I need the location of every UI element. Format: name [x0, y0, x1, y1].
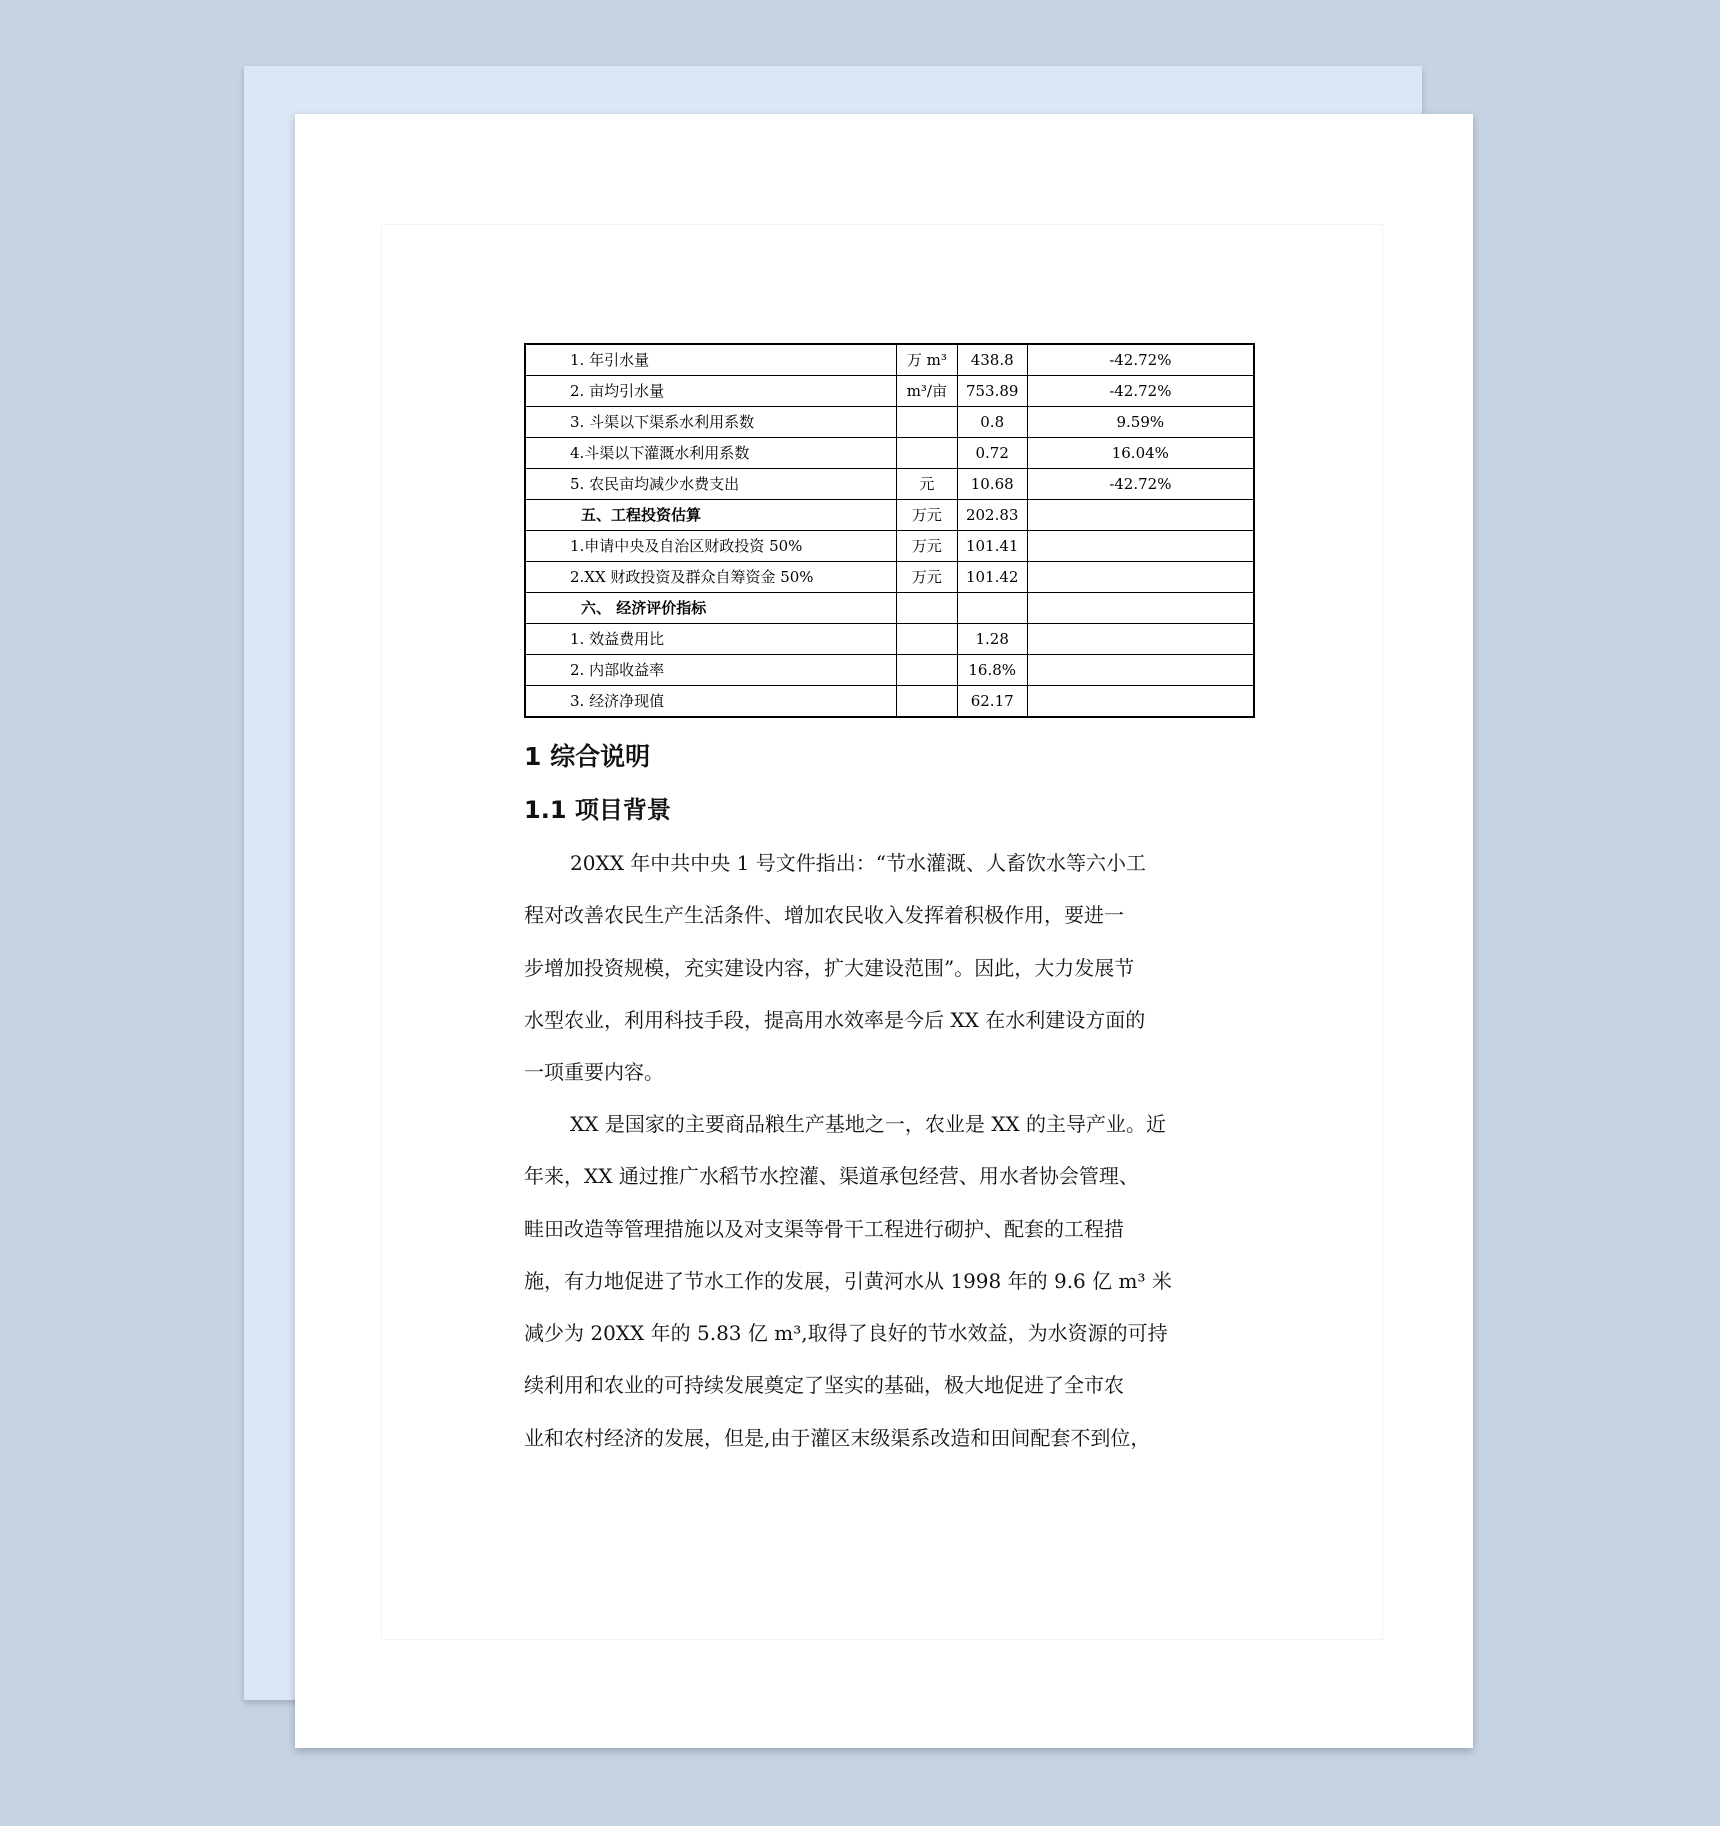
row-change-cell: -42.72% [1027, 469, 1254, 500]
row-value-cell: 1.28 [957, 624, 1027, 655]
row-unit-cell [896, 438, 957, 469]
row-item-cell: 2. 内部收益率 [525, 655, 896, 686]
row-unit-cell [896, 407, 957, 438]
row-unit-cell [896, 686, 957, 718]
row-unit-cell [896, 593, 957, 624]
row-item-cell: 2.XX 财政投资及群众自筹资金 50% [525, 562, 896, 593]
document-page [295, 114, 1473, 1748]
row-unit-cell [896, 655, 957, 686]
paragraph-line: XX 是国家的主要商品粮生产基地之一，农业是 XX 的主导产业。近 [570, 1112, 1167, 1136]
row-value-cell: 101.41 [957, 531, 1027, 562]
row-value-cell: 10.68 [957, 469, 1027, 500]
row-value-cell: 438.8 [957, 344, 1027, 376]
row-item-cell: 五、工程投资估算 [525, 500, 896, 531]
table-row [525, 655, 1254, 686]
table-row [525, 438, 1254, 469]
row-change-cell: 9.59% [1027, 407, 1254, 438]
row-change-cell: -42.72% [1027, 344, 1254, 376]
row-item-cell: 1. 效益费用比 [525, 624, 896, 655]
row-item-cell: 2. 亩均引水量 [525, 376, 896, 407]
row-change-cell [1027, 686, 1254, 718]
paragraph-line: 施，有力地促进了节水工作的发展，引黄河水从 1998 年的 9.6 亿 m³ 米 [524, 1268, 1172, 1293]
table-row [525, 593, 1254, 624]
paragraph-line: 步增加投资规模，充实建设内容，扩大建设范围”。因此，大力发展节 [524, 955, 1135, 980]
row-value-cell: 101.42 [957, 562, 1027, 593]
table-row [525, 531, 1254, 562]
indicator-table-body [525, 344, 1254, 717]
row-change-cell: 16.04% [1027, 438, 1254, 469]
paragraph-line: 减少为 20XX 年的 5.83 亿 m³,取得了良好的节水效益，为水资源的可持 [524, 1321, 1168, 1346]
row-unit-cell [896, 624, 957, 655]
row-value-cell: 0.72 [957, 438, 1027, 469]
row-item-cell: 3. 斗渠以下渠系水利用系数 [525, 407, 896, 438]
row-change-cell [1027, 500, 1254, 531]
row-change-cell: -42.72% [1027, 376, 1254, 407]
row-value-cell: 0.8 [957, 407, 1027, 438]
paragraph-line: 年来，XX 通过推广水稻节水控灌、渠道承包经营、用水者协会管理、 [524, 1164, 1139, 1189]
paragraph-line: 程对改善农民生产生活条件、增加农民收入发挥着积极作用，要进一 [524, 903, 1124, 928]
row-item-cell: 六、 经济评价指标 [525, 593, 896, 624]
row-item-cell: 3. 经济净现值 [525, 686, 896, 718]
row-item-cell: 1. 年引水量 [525, 344, 896, 376]
subsection-heading: 1.1 项目背景 [524, 796, 671, 824]
row-unit-cell: 万 m³ [896, 344, 957, 376]
row-item-cell: 4.斗渠以下灌溉水利用系数 [525, 438, 896, 469]
indicator-table [524, 343, 1255, 718]
row-unit-cell: 万元 [896, 531, 957, 562]
paragraph-background-1 [524, 837, 1244, 1098]
paragraph-background-2 [524, 1098, 1244, 1464]
row-change-cell [1027, 655, 1254, 686]
table-row [525, 686, 1254, 718]
row-value-cell: 62.17 [957, 686, 1027, 718]
paragraph-line: 续利用和农业的可持续发展奠定了坚实的基础，极大地促进了全市农 [524, 1373, 1124, 1398]
row-unit-cell: m³/亩 [896, 376, 957, 407]
row-unit-cell: 元 [896, 469, 957, 500]
table-row [525, 500, 1254, 531]
paragraph-line: 畦田改造等管理措施以及对支渠等骨干工程进行砌护、配套的工程措 [524, 1216, 1124, 1241]
row-change-cell [1027, 593, 1254, 624]
table-row [525, 344, 1254, 376]
row-change-cell [1027, 531, 1254, 562]
paragraph-line: 水型农业，利用科技手段，提高用水效率是今后 XX 在水利建设方面的 [524, 1007, 1146, 1032]
row-value-cell [957, 593, 1027, 624]
table-row [525, 562, 1254, 593]
row-item-cell: 5. 农民亩均减少水费支出 [525, 469, 896, 500]
paragraph-line: 业和农村经济的发展，但是,由于灌区末级渠系改造和田间配套不到位， [524, 1425, 1151, 1450]
table-row [525, 407, 1254, 438]
paragraph-line: 一项重要内容。 [524, 1060, 664, 1085]
table-row [525, 624, 1254, 655]
row-value-cell: 16.8% [957, 655, 1027, 686]
table-row [525, 469, 1254, 500]
paragraph-line: 20XX 年中共中央 1 号文件指出：“节水灌溉、人畜饮水等六小工 [570, 851, 1146, 875]
table-row [525, 376, 1254, 407]
row-unit-cell: 万元 [896, 562, 957, 593]
row-change-cell [1027, 562, 1254, 593]
row-item-cell: 1.申请中央及自治区财政投资 50% [525, 531, 896, 562]
row-unit-cell: 万元 [896, 500, 957, 531]
section-heading: 1 综合说明 [524, 742, 651, 771]
row-value-cell: 753.89 [957, 376, 1027, 407]
row-value-cell: 202.83 [957, 500, 1027, 531]
row-change-cell [1027, 624, 1254, 655]
